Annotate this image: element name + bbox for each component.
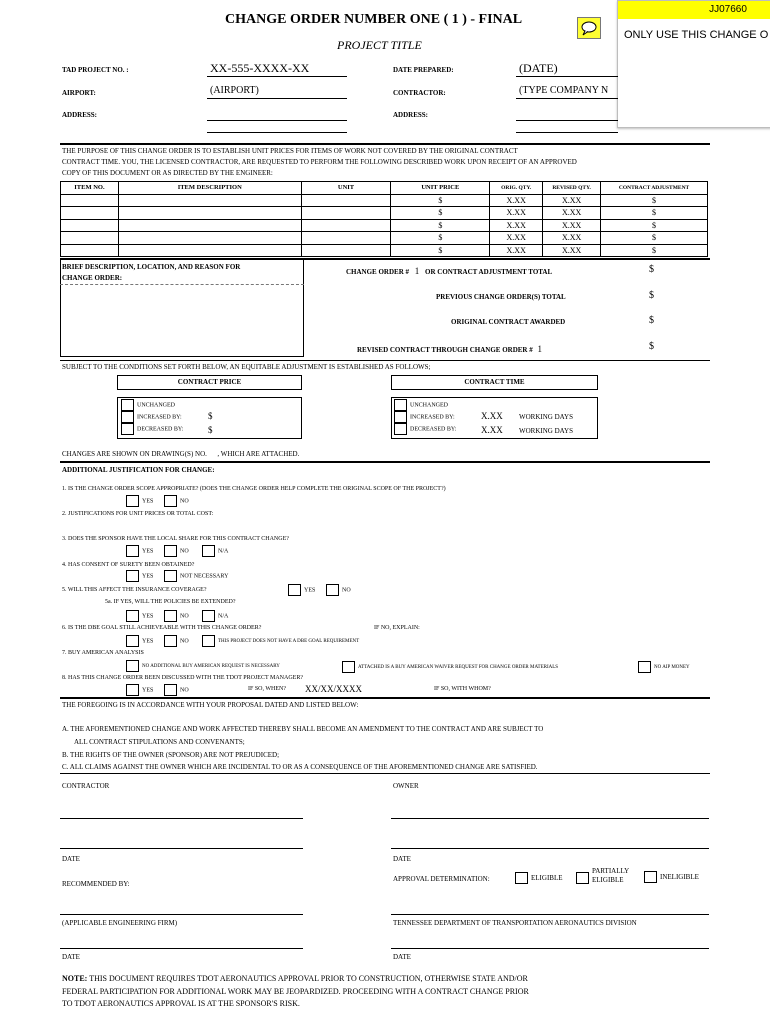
q7-waiver-attached[interactable]: ATTACHED IS A BUY AMERICAN WAIVER REQUEST FOR CHANGE ORDER MATERIALS	[342, 661, 558, 674]
divider	[60, 461, 710, 463]
time-increased-option[interactable]: INCREASED BY:	[394, 411, 455, 423]
unit-price-cell[interactable]: $	[391, 244, 490, 257]
tdot-signature-line[interactable]	[391, 914, 709, 915]
question-3: 3. DOES THE SPONSOR HAVE THE LOCAL SHARE FOR THIS CONTRACT CHANGE?	[62, 536, 289, 542]
time-increase-value[interactable]: X.XX	[481, 411, 503, 421]
checkbox[interactable]	[202, 610, 215, 622]
price-decreased-option[interactable]: DECREASED BY:	[121, 423, 183, 435]
item-no-cell[interactable]	[61, 207, 119, 220]
q6-explain-label: IF NO, EXPLAIN:	[374, 625, 420, 631]
question-4: 4. HAS CONSENT OF SURETY BEEN OBTAINED?	[62, 562, 195, 568]
recommended-date-line[interactable]	[60, 948, 303, 949]
divider	[60, 773, 710, 774]
question-1: 1. IS THE CHANGE ORDER SCOPE APPROPRIATE? (DOES THE CHANGE ORDER HELP COMPLETE THE ORIGINAL SCOPE OF THE PROJECT?)	[62, 486, 446, 492]
col-header: UNIT	[301, 182, 391, 195]
orig-qty-cell[interactable]: X.XX	[490, 207, 543, 220]
question-5a: 5a. IF YES, WILL THE POLICIES BE EXTENDED?	[105, 599, 236, 605]
q7-no-request[interactable]: NO ADDITIONAL BUY AMERICAN REQUEST IS NECESSARY	[126, 660, 280, 673]
table-row	[61, 219, 708, 232]
checkbox[interactable]	[121, 411, 134, 423]
project-title: PROJECT TITLE	[337, 38, 422, 52]
conditions-intro: THE FOREGOING IS IN ACCORDANCE WITH YOUR PROPOSAL DATED AND LISTED BELOW:	[62, 701, 359, 709]
question-8: 8. HAS THIS CHANGE ORDER BEEN DISCUSSED WITH THE TDOT PROJECT MANAGER?	[62, 675, 304, 681]
co-total-dollar[interactable]: $	[649, 264, 654, 275]
time-decrease-value[interactable]: X.XX	[481, 425, 503, 435]
checkbox[interactable]	[126, 610, 139, 622]
question-7: 7. BUY AMERICAN ANALYSIS	[62, 650, 144, 656]
orig-qty-cell[interactable]: X.XX	[490, 219, 543, 232]
question-6: 6. IS THE DBE GOAL STILL ACHIEVEABLE WITH THIS CHANGE ORDER?	[62, 625, 262, 631]
brief-label: BRIEF DESCRIPTION, LOCATION, AND REASON FOR	[62, 263, 241, 271]
orig-qty-cell[interactable]: X.XX	[490, 232, 543, 245]
q3-na[interactable]: N/A	[202, 545, 228, 557]
brief-label-2: CHANGE ORDER:	[62, 274, 123, 282]
checkbox[interactable]	[164, 610, 177, 622]
airport-label: AIRPORT:	[62, 89, 96, 97]
q4-yes[interactable]: YES	[126, 570, 153, 582]
unit-price-cell[interactable]: $	[391, 232, 490, 245]
price-increased-option[interactable]: INCREASED BY:	[121, 411, 182, 423]
item-desc-cell[interactable]	[118, 232, 301, 245]
purpose-line-3: COPY OF THIS DOCUMENT OR AS DIRECTED BY THE ENGINEER:	[62, 169, 273, 177]
question-5: 5. WILL THIS AFFECT THE INSURANCE COVERAGE?	[62, 587, 207, 593]
revised-qty-cell[interactable]: X.XX	[543, 232, 601, 245]
col-header: CONTRACT ADJUSTMENT	[601, 182, 708, 195]
unit-price-cell[interactable]: $	[391, 194, 490, 207]
checkbox[interactable]	[126, 635, 139, 647]
unit-cell[interactable]	[301, 244, 391, 257]
checkbox[interactable]	[394, 423, 407, 435]
partially-eligible-label: ELIGIBLE	[592, 876, 624, 884]
checkbox[interactable]	[121, 399, 134, 411]
unit-price-cell[interactable]: $	[391, 207, 490, 220]
checkbox[interactable]	[288, 584, 301, 596]
date-prepared-label: DATE PREPARED:	[393, 66, 454, 74]
purpose-line-2: CONTRACT TIME. YOU, THE LICENSED CONTRACTOR, ARE REQUESTED TO PERFORM THE FOLLOWING DESCRIBED WORK UPON RECEIPT OF AN APPROVED	[62, 158, 577, 166]
unit-cell[interactable]	[301, 194, 391, 207]
item-no-cell[interactable]	[61, 194, 119, 207]
drawings-text: CHANGES ARE SHOWN ON DRAWING(S) NO. , WHICH ARE ATTACHED.	[62, 450, 300, 458]
checkbox[interactable]	[164, 570, 177, 582]
table-header-row	[61, 182, 708, 195]
q5a-na[interactable]: N/A	[202, 610, 228, 622]
note-line-2: FEDERAL PARTICIPATION FOR ADDITIONAL WORK MAY BE JEOPARDIZED. PROCEEDING WITH A CONTRACT CHANGE PRIOR	[62, 986, 529, 996]
address-label: ADDRESS:	[62, 111, 98, 119]
table-row	[61, 244, 708, 257]
adjustment-cell[interactable]: $	[601, 232, 708, 245]
brief-dotted-line	[60, 284, 304, 285]
address-underline-3	[516, 120, 618, 121]
adjustment-cell[interactable]: $	[601, 194, 708, 207]
working-days-label: WORKING DAYS	[519, 413, 573, 421]
note-line-1: THIS DOCUMENT REQUIRES TDOT AERONAUTICS APPROVAL PRIOR TO CONSTRUCTION, OTHERWISE STATE AND/OR	[89, 974, 528, 983]
note-label: NOTE:	[62, 974, 88, 983]
partially-label: PARTIALLY	[592, 867, 630, 875]
orig-qty-cell[interactable]: X.XX	[490, 194, 543, 207]
owner-signature-line[interactable]	[391, 818, 709, 819]
price-increase-value[interactable]: $	[208, 411, 213, 421]
q7-no-aip[interactable]: NO AIP MONEY	[638, 661, 690, 674]
tad-project-value[interactable]: XX-555-XXXX-XX	[210, 61, 310, 75]
unit-cell[interactable]	[301, 219, 391, 232]
tad-project-underline	[207, 76, 347, 77]
item-no-cell[interactable]	[61, 219, 119, 232]
original-contract-dollar[interactable]: $	[649, 315, 654, 326]
engineering-firm-label: (APPLICABLE ENGINEERING FIRM)	[62, 919, 178, 927]
contractor-value[interactable]: (TYPE COMPANY N	[519, 85, 609, 96]
q5-no[interactable]: NO	[326, 584, 351, 596]
contractor-underline	[516, 98, 618, 99]
checkbox[interactable]	[164, 684, 177, 696]
q5a-yes[interactable]: YES	[126, 610, 153, 622]
owner-date-label: DATE	[393, 855, 411, 863]
col-header: ITEM DESCRIPTION	[118, 182, 301, 195]
question-2: 2. JUSTIFICATIONS FOR UNIT PRICES OR TOTAL COST:	[62, 511, 214, 517]
recommended-date-label: DATE	[62, 953, 80, 961]
q1-yes[interactable]: YES	[126, 495, 153, 507]
item-desc-cell[interactable]	[118, 244, 301, 257]
price-unchanged-option[interactable]: UNCHANGED	[121, 399, 175, 411]
condition-a: A. THE AFOREMENTIONED CHANGE AND WORK AFFECTED THEREBY SHALL BECOME AN AMENDMENT TO THE CONTRACT AND ARE SUBJECT TO	[62, 725, 544, 733]
contractor-sign-label: CONTRACTOR	[62, 782, 110, 790]
q3-no[interactable]: NO	[164, 545, 189, 557]
address-underline-1	[207, 120, 347, 121]
table-bottom-rule	[60, 258, 710, 260]
time-decreased-option[interactable]: DECREASED BY:	[394, 423, 456, 435]
note-block	[62, 973, 529, 1011]
q3-yes[interactable]: YES	[126, 545, 153, 557]
item-no-cell[interactable]	[61, 232, 119, 245]
contractor-date-line[interactable]	[60, 848, 303, 849]
q1-no[interactable]: NO	[164, 495, 189, 507]
revised-contract-text: REVISED CONTRACT THROUGH CHANGE ORDER #	[357, 346, 533, 354]
recommended-by-label: RECOMMENDED BY:	[62, 880, 130, 888]
contractor-signature-line[interactable]	[60, 818, 303, 819]
checkbox[interactable]	[202, 545, 215, 557]
item-no-cell[interactable]	[61, 244, 119, 257]
checkbox[interactable]	[638, 661, 651, 673]
revised-qty-cell[interactable]: X.XX	[543, 219, 601, 232]
comment-text: ONLY USE THIS CHANGE O	[624, 29, 769, 41]
q4-not-necessary[interactable]: NOT NECESSARY	[164, 570, 228, 582]
note-line-3: TO TDOT AERONAUTICS APPROVAL IS AT THE SPONSOR'S RISK.	[62, 999, 300, 1008]
tdot-date-label: DATE	[393, 953, 411, 961]
checkbox[interactable]	[121, 423, 134, 435]
condition-b: B. THE RIGHTS OF THE OWNER (SPONSOR) ARE NOT PREJUDICED;	[62, 751, 280, 759]
q8-no[interactable]: NO	[164, 684, 189, 696]
working-days-label-2: WORKING DAYS	[519, 427, 573, 435]
time-unchanged-option[interactable]: UNCHANGED	[394, 399, 448, 411]
q8-whom-label: IF SO, WITH WHOM?	[434, 686, 491, 692]
eligible-option[interactable]: ELIGIBLE	[515, 872, 563, 884]
q6-no-dbe-goal[interactable]: THIS PROJECT DOES NOT HAVE A DBE GOAL REQUIREMENT	[202, 635, 359, 648]
orig-qty-cell[interactable]: X.XX	[490, 244, 543, 257]
table-row	[61, 207, 708, 220]
col-header: REVISED QTY.	[543, 182, 601, 195]
address-underline-2	[207, 132, 347, 133]
comment-code: JJ07660	[618, 1, 770, 19]
revised-contract-dollar[interactable]: $	[649, 341, 654, 352]
item-desc-cell[interactable]	[118, 219, 301, 232]
owner-sign-label: OWNER	[393, 782, 419, 790]
item-desc-cell[interactable]	[118, 207, 301, 220]
airport-value[interactable]: (AIRPORT)	[210, 85, 259, 96]
tdot-division-label: TENNESSEE DEPARTMENT OF TRANSPORTATION AERONAUTICS DIVISION	[393, 919, 637, 927]
q8-when-value[interactable]: XX/XX/XXXX	[305, 684, 362, 694]
speech-bubble-icon[interactable]	[577, 17, 601, 39]
checkbox[interactable]	[515, 872, 528, 884]
checkbox[interactable]	[342, 661, 355, 673]
col-header: ITEM NO.	[61, 182, 119, 195]
revised-qty-cell[interactable]: X.XX	[543, 244, 601, 257]
price-decrease-value[interactable]: $	[208, 425, 213, 435]
q8-when-label: IF SO, WHEN?	[248, 686, 287, 692]
divider	[60, 143, 710, 145]
condition-a-cont: ALL CONTRACT STIPULATIONS AND CONVENANTS;	[74, 738, 245, 746]
co-total-text: CHANGE ORDER #	[346, 268, 410, 276]
checkbox[interactable]	[394, 411, 407, 423]
checkbox[interactable]	[164, 495, 177, 507]
revised-contract-label	[357, 344, 542, 354]
previous-co-label: PREVIOUS CHANGE ORDER(S) TOTAL	[436, 293, 566, 301]
checkbox[interactable]	[126, 684, 139, 696]
contractor-label: CONTRACTOR:	[393, 89, 446, 97]
revised-qty-cell[interactable]: X.XX	[543, 207, 601, 220]
partially-eligible-option[interactable]	[576, 867, 629, 885]
revised-co-number[interactable]: 1	[537, 344, 542, 354]
q5a-no[interactable]: NO	[164, 610, 189, 622]
address-label-2: ADDRESS:	[393, 111, 429, 119]
checkbox[interactable]	[164, 545, 177, 557]
checkbox[interactable]	[126, 570, 139, 582]
q6-yes[interactable]: YES	[126, 635, 153, 647]
divider	[60, 697, 710, 699]
adjustment-cell[interactable]: $	[601, 244, 708, 257]
item-desc-cell[interactable]	[118, 194, 301, 207]
checkbox[interactable]	[202, 635, 215, 647]
checkbox[interactable]	[326, 584, 339, 596]
contractor-date-label: DATE	[62, 855, 80, 863]
date-prepared-underline	[516, 76, 618, 77]
unit-cell[interactable]	[301, 207, 391, 220]
checkbox[interactable]	[126, 545, 139, 557]
co-total-label	[346, 266, 552, 276]
contract-time-header: CONTRACT TIME	[391, 375, 598, 390]
checkbox[interactable]	[164, 635, 177, 647]
adjustment-cell[interactable]: $	[601, 219, 708, 232]
address-underline-4	[516, 132, 618, 133]
airport-underline	[207, 98, 347, 99]
tad-project-label: TAD PROJECT NO. :	[62, 66, 129, 74]
co-number[interactable]: 1	[414, 266, 420, 276]
revised-qty-cell[interactable]: X.XX	[543, 194, 601, 207]
justification-heading: ADDITIONAL JUSTIFICATION FOR CHANGE:	[62, 466, 215, 474]
checkbox[interactable]	[644, 871, 657, 883]
co-total-text-2: OR CONTRACT ADJUSTMENT TOTAL	[425, 268, 553, 276]
owner-date-line[interactable]	[391, 848, 709, 849]
approval-determination-label: APPROVAL DETERMINATION:	[393, 875, 490, 883]
table-row	[61, 232, 708, 245]
col-header: UNIT PRICE	[391, 182, 490, 195]
summary-rule	[60, 360, 710, 361]
adjustment-intro: SUBJECT TO THE CONDITIONS SET FORTH BELOW, AN EQUITABLE ADJUSTMENT IS ESTABLISHED AS FOLLOWS;	[62, 363, 431, 371]
adjustment-cell[interactable]: $	[601, 207, 708, 220]
unit-cell[interactable]	[301, 232, 391, 245]
condition-c: C. ALL CLAIMS AGAINST THE OWNER WHICH ARE INCIDENTAL TO OR AS A CONSEQUENCE OF THE AFOREMENTIONED CHANGE ARE SATISFIED.	[62, 763, 538, 771]
previous-co-dollar[interactable]: $	[649, 290, 654, 301]
q8-yes[interactable]: YES	[126, 684, 153, 696]
contract-price-header: CONTRACT PRICE	[117, 375, 302, 390]
checkbox[interactable]	[576, 872, 589, 884]
checkbox[interactable]	[126, 660, 139, 672]
recommended-signature-line[interactable]	[60, 914, 303, 915]
table-row	[61, 194, 708, 207]
q5-yes[interactable]: YES	[288, 584, 315, 596]
col-header: ORIG. QTY.	[490, 182, 543, 195]
ineligible-option[interactable]: INELIGIBLE	[644, 871, 699, 883]
date-prepared-value[interactable]: (DATE)	[519, 61, 558, 75]
comment-popup[interactable]	[617, 0, 770, 128]
purpose-line-1: THE PURPOSE OF THIS CHANGE ORDER IS TO ESTABLISH UNIT PRICES FOR ITEMS OF WORK NOT COVERED BY THE ORIGINAL CONTRACT	[62, 147, 518, 155]
tdot-date-line[interactable]	[391, 948, 709, 949]
unit-price-cell[interactable]: $	[391, 219, 490, 232]
item-table	[60, 181, 708, 257]
checkbox[interactable]	[394, 399, 407, 411]
original-contract-label: ORIGINAL CONTRACT AWARDED	[451, 318, 566, 326]
page-title: CHANGE ORDER NUMBER ONE ( 1 ) - FINAL	[225, 12, 523, 27]
checkbox[interactable]	[126, 495, 139, 507]
q6-no[interactable]: NO	[164, 635, 189, 647]
